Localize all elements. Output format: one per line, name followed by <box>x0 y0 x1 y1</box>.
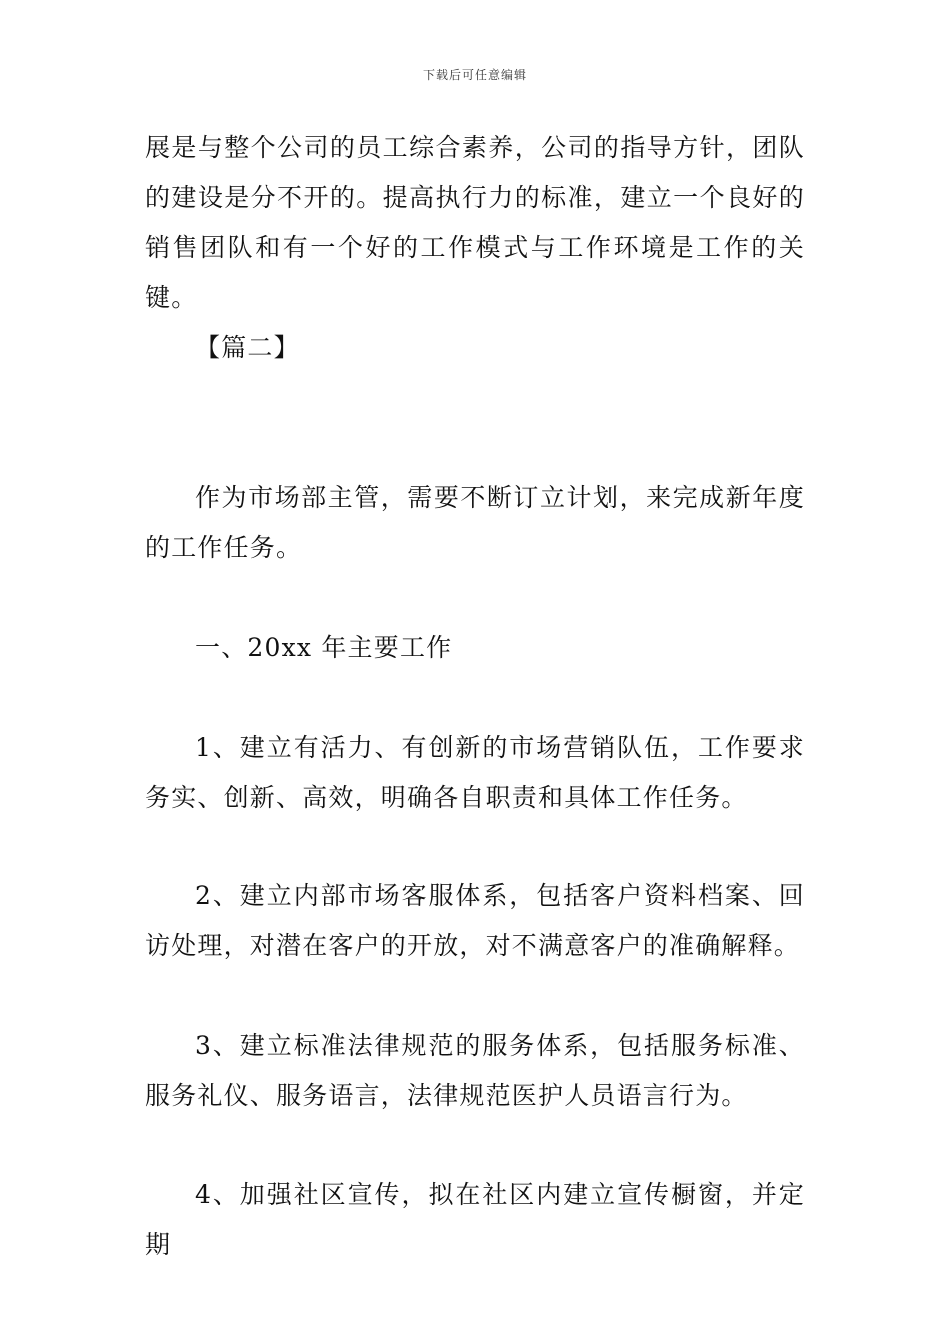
heading-main-work: 一、20xx 年主要工作 <box>195 633 453 662</box>
list-item-1: 1、建立有活力、有创新的市场营销队伍，工作要求务实、创新、高效，明确各自职责和具体工作任务。 <box>145 733 805 812</box>
list-item-4: 4、加强社区宣传，拟在社区内建立宣传橱窗，并定期 <box>145 1180 805 1259</box>
paragraph-intro: 作为市场部主管，需要不断订立计划，来完成新年度的工作任务。 <box>145 483 805 562</box>
section-title: 【篇二】 <box>195 333 300 362</box>
paragraph-continuation: 展是与整个公司的员工综合素养，公司的指导方针，团队的建设是分不开的。提高执行力的标准，建立一个良好的销售团队和有一个好的工作模式与工作环境是工作的关键。 <box>145 133 805 312</box>
list-item-3: 3、建立标准法律规范的服务体系，包括服务标准、服务礼仪、服务语言，法律规范医护人员语言行为。 <box>145 1031 805 1110</box>
page-header: 下载后可任意编辑 <box>422 68 527 82</box>
list-item-2: 2、建立内部市场客服体系，包括客户资料档案、回访处理，对潜在客户的开放，对不满意客户的准确解释。 <box>145 881 805 960</box>
